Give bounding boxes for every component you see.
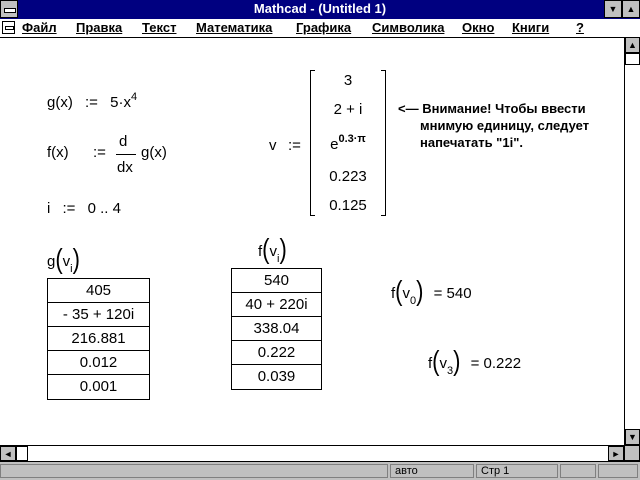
menu-edit[interactable]: Правка (76, 20, 123, 35)
status-page: Стр 1 (476, 464, 558, 478)
horizontal-scrollbar[interactable] (0, 445, 624, 461)
note-line: напечатать "1i". (420, 135, 523, 150)
derivative-denominator: dx (117, 159, 133, 176)
f-table-fn: f (258, 243, 263, 260)
paren-open: ( (262, 232, 270, 264)
vector-item: 0.125 (329, 197, 367, 214)
f-v3-result: = 0.222 (470, 355, 522, 372)
f-assign: := (93, 144, 106, 161)
table-cell: 0.039 (257, 368, 296, 385)
f-rhs: g(x) (141, 144, 167, 161)
vector-item: 0.223 (329, 168, 367, 185)
f-v3-sub: 3 (447, 365, 454, 377)
vector-item: 2 + i (333, 101, 363, 118)
status-mode: авто (390, 464, 474, 478)
maximize-button[interactable]: ▲ (622, 0, 640, 18)
status-message-field (0, 464, 388, 478)
vector-exponent: 0.3·π (338, 133, 366, 145)
f-v0-fn: f (391, 285, 396, 302)
table-cell: 405 (48, 279, 149, 303)
menu-text[interactable]: Текст (142, 20, 177, 35)
f-v0-arg: v (402, 285, 410, 302)
title-bar (0, 0, 640, 19)
derivative-numerator: d (119, 133, 128, 150)
menu-window[interactable]: Окно (462, 20, 495, 35)
table-cell: 216.881 (48, 327, 149, 351)
table-cell: - 35 + 120i (48, 303, 149, 327)
f-v3-evaluation[interactable] (428, 344, 522, 377)
menu-bar (0, 19, 640, 38)
table-cell: 0.012 (48, 351, 149, 375)
note-line: <— Внимание! Чтобы ввести (398, 101, 586, 116)
document-control-menu[interactable] (2, 21, 15, 34)
g-power: 4 (130, 91, 138, 103)
document-control-icon (5, 26, 14, 30)
table-cell: 540 (232, 269, 321, 293)
scroll-down-button[interactable]: ▼ (625, 429, 640, 445)
g-table-arg: v (62, 253, 71, 270)
minimize-button[interactable]: ▼ (604, 0, 622, 18)
range-var: i (47, 200, 51, 217)
menu-help[interactable]: ? (576, 20, 584, 35)
g-result-table[interactable] (47, 278, 150, 400)
g-definition[interactable] (47, 91, 138, 111)
table-cell: 40 + 220i (232, 293, 321, 317)
f-v0-evaluation[interactable] (391, 274, 472, 307)
paren-open: ( (395, 274, 403, 306)
f-v3-arg: v (439, 355, 447, 372)
f-lhs: f(x) (47, 144, 69, 161)
vector-item-exp (310, 133, 386, 153)
menu-books[interactable]: Книги (512, 20, 550, 35)
table-cell: 0.222 (232, 341, 321, 365)
range-definition[interactable] (47, 200, 121, 217)
paren-close: ) (416, 274, 424, 306)
f-v0-result: = 540 (433, 285, 472, 302)
menu-file[interactable]: Файл (22, 20, 57, 35)
note-line: мнимую единицу, следует (420, 118, 590, 133)
window-title: Mathcad - (Untitled 1) (253, 1, 387, 16)
f-table-sub: i (277, 253, 280, 265)
scroll-thumb-horizontal[interactable] (16, 446, 28, 461)
menu-math[interactable]: Математика (196, 20, 273, 35)
scroll-thumb[interactable] (625, 53, 640, 65)
paren-close: ) (279, 232, 287, 264)
f-result-table[interactable] (231, 268, 322, 390)
vector-name: v (269, 137, 277, 154)
vector-item: 3 (343, 72, 353, 89)
table-cell: 338.04 (232, 317, 321, 341)
scroll-left-button[interactable]: ◄ (0, 446, 16, 461)
g-assign: := (85, 94, 98, 111)
menu-graphics[interactable]: Графика (296, 20, 352, 35)
paren-open: ( (432, 344, 440, 376)
status-bar (0, 461, 640, 480)
imaginary-unit-note (398, 100, 589, 151)
g-table-sub: i (70, 263, 73, 275)
g-lhs: g(x) (47, 94, 73, 111)
paren-open: ( (55, 242, 63, 274)
g-coef: 5·x (110, 94, 131, 111)
g-table-fn: g (47, 253, 56, 270)
paren-close: ) (72, 242, 80, 274)
status-field-empty (560, 464, 596, 478)
table-cell: 0.001 (79, 378, 118, 395)
fraction-bar (116, 154, 136, 155)
paren-close: ) (453, 344, 461, 376)
f-v3-fn: f (428, 355, 433, 372)
vector-assign: := (288, 137, 301, 154)
status-field-empty (598, 464, 638, 478)
scroll-up-button[interactable]: ▲ (625, 37, 640, 53)
scroll-corner (624, 445, 640, 461)
f-v0-sub: 0 (410, 295, 417, 307)
vector-matrix[interactable] (310, 70, 386, 216)
g-table-header (47, 242, 80, 275)
scroll-right-button[interactable]: ► (608, 446, 624, 461)
range-value: 0 .. 4 (87, 200, 121, 217)
menu-symbolic[interactable]: Символика (372, 20, 445, 35)
vector-item: e (330, 136, 339, 153)
f-table-header (258, 232, 287, 265)
f-table-arg: v (269, 243, 277, 260)
vertical-scrollbar[interactable] (624, 37, 640, 445)
range-assign: := (62, 200, 76, 217)
